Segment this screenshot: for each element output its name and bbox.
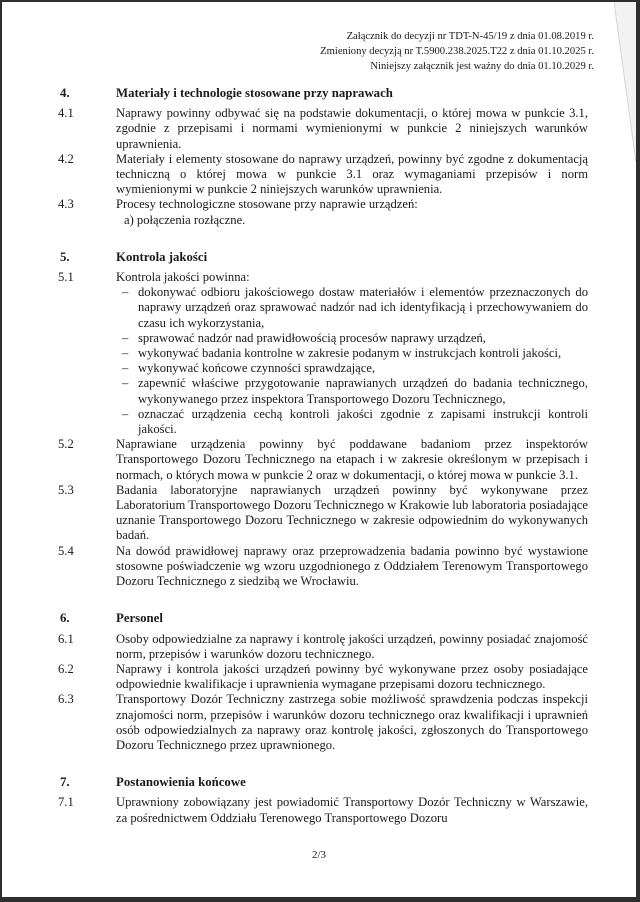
section-6-title: 6. Personel xyxy=(60,611,163,626)
item-5-2: 5.2 Naprawiane urządzenia powinny być poddawane badaniom przez inspektorów Transportowego Dozoru Technicznego na etapach i w zakresie określonym w przepisach i normach, o których mowa w punkcie 2 oraz w dokumentacji, o której mowa w punkcie 3.1. xyxy=(58,437,588,482)
item-5-3: 5.3 Badania laboratoryjne naprawianych urządzeń powinny być wykonywane przez Laboratorium Transportowego Dozoru Technicznego w Krakowie lub laboratoria posiadające uznanie Transportowego Dozoru Technicznego w zakresie odpowiednim do wykonywanych badań. xyxy=(58,482,588,543)
item-6-3: 6.3 Transportowy Dozór Techniczny zastrzega sobie możliwość sprawdzenia podczas inspekcji znajomości norm, przepisów i warunków dozoru technicznego oraz kwalifikacji i uprawnień osób odpowiedzialnych za naprawy oraz kontrolę jakości, zgłoszonych do Transportowego Dozoru Technicznego przez uprawnionego. xyxy=(58,692,588,752)
item-4-3: 4.3 Procesy technologiczne stosowane przy naprawie urządzeń: a) połączenia rozłączne. xyxy=(60,197,588,227)
section-7-title: 7. Postanowienia końcowe xyxy=(60,775,246,790)
item-5-1: 5.1 Kontrola jakości powinna: – dokonywać odbioru jakościowego dostaw materiałów i elementów przeznaczonych do naprawy urządzeń oraz sprawować nadzór nad ich identyfikacją i przechowywaniem do czasu ich wykorzystania, – sprawować nadzór nad prawidłowością procesów naprawy urządzeń, – wykonywać badania kontrolne w zakresie podanym w instrukcjach kontroli jakości, – wykonywać końcowe czynności sprawdzające, – zapewnić właściwe przygotowanie naprawianych urządzeń do badania technicznego, wykonywanego przez inspektora Transportowego Dozoru Technicznego, – oznaczać urządzenia cechą kontroli jakości zgodnie z zapisami instrukcji kontroli jakości. xyxy=(60,270,588,437)
header-line-validity: Niniejszy załącznik jest ważny do dnia 01.10.2029 r. xyxy=(370,61,594,72)
item-6-2: 6.2 Naprawy i kontrola jakości urządzeń powinny być wykonywane przez osoby posiadające odpowiednie kwalifikacje i uprawnienia wymagane przepisami dozoru technicznego. xyxy=(58,661,588,692)
list-item: – oznaczać urządzenia cechą kontroli jakości zgodnie z zapisami instrukcji kontroli jakości. xyxy=(116,407,588,437)
document-header xyxy=(320,29,594,74)
list-item: – wykonywać badania kontrolne w zakresie podanym w instrukcjach kontroli jakości, xyxy=(116,346,588,361)
list-item: – zapewnić właściwe przygotowanie naprawianych urządzeń do badania technicznego, wykonywanego przez inspektora Transportowego Dozoru Technicznego, xyxy=(116,376,588,406)
list-item: – sprawować nadzór nad prawidłowością procesów naprawy urządzeń, xyxy=(116,331,588,346)
item-4-2: 4.2 Materiały i elementy stosowane do naprawy urządzeń, powinny być zgodne z dokumentacją techniczną o której mowa w punkcie 3.1 oraz wymaganiami przepisów i norm wymienionymi w punkcie 2 niniejszych warunków uprawnienia. xyxy=(58,151,588,197)
page-fold-shadow xyxy=(614,2,636,897)
list-item: – dokonywać odbioru jakościowego dostaw materiałów i elementów przeznaczonych do naprawy urządzeń oraz sprawować nadzór nad ich identyfikacją i przechowywaniem do czasu ich wykorzystania, xyxy=(116,285,588,331)
item-6-1: 6.1 Osoby odpowiedzialne za naprawy i kontrolę jakości urządzeń, powinny posiadać znajomość norm, przepisów i warunków dozoru technicznego. xyxy=(58,631,588,661)
item-4-3-a: a) połączenia rozłączne. xyxy=(124,212,246,227)
list-item: – wykonywać końcowe czynności sprawdzające, xyxy=(116,361,588,376)
header-line-attachment: Załącznik do decyzji nr TDT-N-45/19 z dnia 01.08.2019 r. xyxy=(346,31,594,42)
section-5-title: 5. Kontrola jakości xyxy=(60,249,208,264)
quality-control-duties-list xyxy=(116,285,588,437)
header-line-amendment: Zmieniony decyzją nr T.5900.238.2025.T22 z dnia 01.10.2025 r. xyxy=(320,46,594,57)
item-4-1: 4.1 Naprawy powinny odbywać się na podstawie dokumentacji, o której mowa w punkcie 3.1, zgodnie z przepisami i normami wymienionymi w punkcie 2 niniejszych warunków uprawnienia. xyxy=(58,106,588,151)
item-5-4: 5.4 Na dowód prawidłowej naprawy oraz przeprowadzenia badania powinno być wystawione stosowne poświadczenie wg wzoru uzgodnionego z Oddziałem Terenowym Transportowego Dozoru Technicznego z siedzibą we Wrocławiu. xyxy=(58,543,588,589)
page-number: 2/3 xyxy=(311,849,327,861)
section-4-title: 4. Materiały i technologie stosowane przy naprawach xyxy=(60,86,393,100)
document-body xyxy=(60,86,588,826)
item-7-1: 7.1 Uprawniony zobowiązany jest powiadomić Transportowy Dozór Techniczny w Warszawie, za pośrednictwem Oddziału Terenowego Transportowego Dozoru xyxy=(58,795,588,825)
document-page xyxy=(2,2,636,897)
